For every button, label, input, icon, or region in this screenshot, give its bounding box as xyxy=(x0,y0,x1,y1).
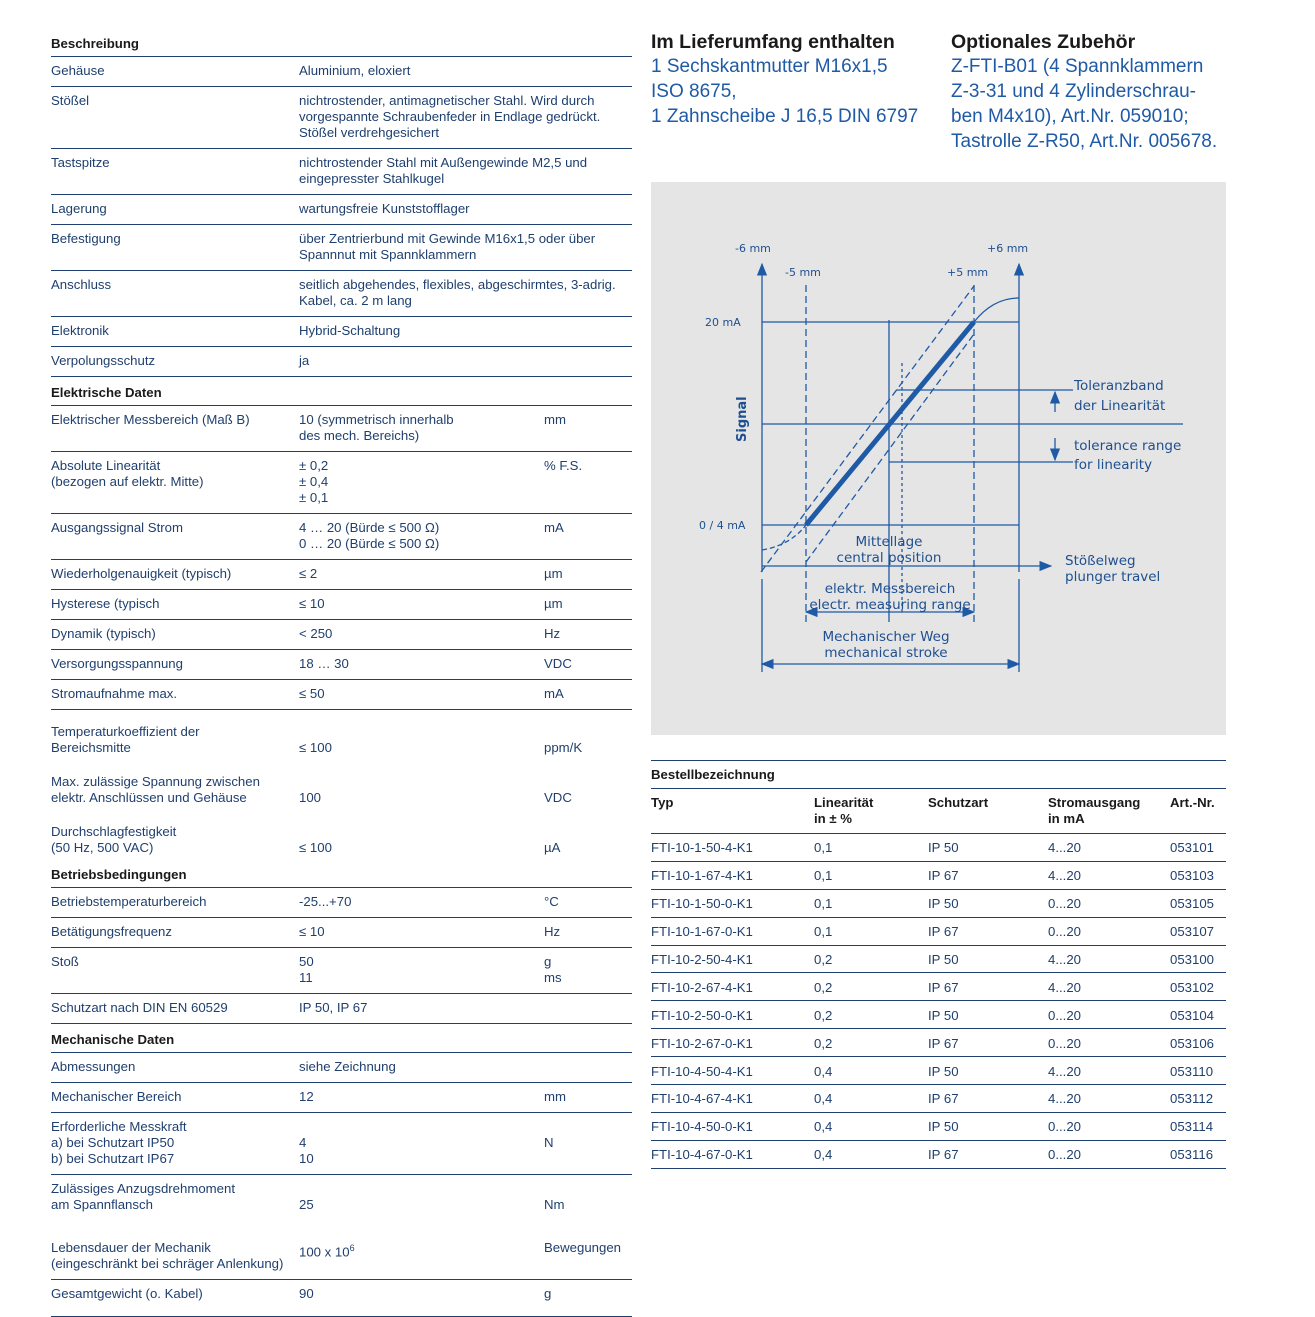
spec-label: Stromaufnahme max. xyxy=(51,686,178,701)
order-header: Typ xyxy=(651,795,674,810)
label-tol-de-1: Toleranzband xyxy=(1074,378,1164,394)
order-linearity: 0,1 xyxy=(814,924,833,940)
table-row xyxy=(651,862,1226,890)
order-linearity: 0,1 xyxy=(814,896,833,912)
spec-label: Lebensdauer der Mechanik (eingeschränkt bei schräger Anlenkung) xyxy=(51,1240,284,1271)
order-protection: IP 67 xyxy=(928,868,959,884)
order-table xyxy=(651,760,1226,1169)
order-current: 4...20 xyxy=(1048,1063,1081,1079)
order-linearity: 0,1 xyxy=(814,840,833,856)
accessories-line: Tastrolle Z-R50, Art.Nr. 005678. xyxy=(951,131,1218,152)
spec-value: 12 xyxy=(299,1089,314,1104)
spec-unit: mA xyxy=(544,686,564,701)
spec-label: Zulässiges Anzugsdrehmoment am Spannflansch xyxy=(51,1181,235,1212)
spec-label: Betriebstemperaturbereich xyxy=(51,894,207,909)
order-linearity: 0,2 xyxy=(814,1007,833,1023)
spec-value: Aluminium, eloxiert xyxy=(299,63,411,78)
spec-label: Erforderliche Messkraft a) bei Schutzart IP50 b) bei Schutzart IP67 xyxy=(51,1119,187,1166)
spec-unit: Nm xyxy=(544,1197,565,1212)
spec-unit: mA xyxy=(544,520,564,535)
spec-value: seitlich abgehendes, flexibles, abgeschirmtes, 3-adrig. Kabel, ca. 2 m lang xyxy=(299,277,616,308)
spec-value: 90 xyxy=(299,1286,314,1301)
spec-value: ≤ 2 xyxy=(299,566,318,581)
table-row xyxy=(651,973,1226,1001)
spec-label: Schutzart nach DIN EN 60529 xyxy=(51,1000,228,1015)
order-protection: IP 50 xyxy=(928,1119,959,1135)
label-signal: Signal xyxy=(735,396,750,442)
spec-unit: VDC xyxy=(544,656,572,671)
order-current: 0...20 xyxy=(1048,896,1081,912)
spec-unit: g xyxy=(544,1286,552,1301)
order-article: 053114 xyxy=(1170,1119,1214,1135)
section-title: Beschreibung xyxy=(51,36,139,51)
order-header: Linearität in ± % xyxy=(814,795,874,826)
spec-value: ≤ 10 xyxy=(299,596,325,611)
spec-value: ≤ 50 xyxy=(299,686,325,701)
accessories-block xyxy=(951,30,1251,154)
label-x-de: Stößelweg xyxy=(1065,553,1136,569)
order-type: FTI-10-1-50-4-K1 xyxy=(651,840,753,856)
order-article: 053116 xyxy=(1170,1147,1214,1163)
order-article: 053101 xyxy=(1170,840,1215,856)
order-type: FTI-10-4-50-4-K1 xyxy=(651,1063,753,1079)
accessories-line: Z-FTI-B01 (4 Spannklammern xyxy=(951,56,1204,77)
section-elektrisch xyxy=(51,376,632,406)
order-header: Stromausgang in mA xyxy=(1048,795,1141,826)
table-row xyxy=(651,946,1226,974)
order-article: 053105 xyxy=(1170,896,1215,912)
table-row xyxy=(651,1029,1226,1057)
label-mid-en: central position xyxy=(836,550,942,566)
scope-line: 1 Sechskantmutter M16x1,5 xyxy=(651,56,888,77)
table-row xyxy=(651,1113,1226,1141)
spec-label: Befestigung xyxy=(51,231,121,246)
spec-unit: N xyxy=(544,1135,554,1150)
spec-value: ≤ 100 xyxy=(299,740,332,755)
section-title: Betriebsbedingungen xyxy=(51,867,187,882)
tol-band-lower xyxy=(806,334,974,562)
label-4ma: 0 / 4 mA xyxy=(699,519,746,532)
order-type: FTI-10-2-50-0-K1 xyxy=(651,1007,753,1023)
spec-label: Stoß xyxy=(51,954,79,969)
spec-table xyxy=(51,28,632,1317)
spec-value: 100 xyxy=(299,790,322,805)
spec-label: Temperaturkoeffizient der Bereichsmitte xyxy=(51,724,200,755)
spec-label: Elektronik xyxy=(51,323,109,338)
order-protection: IP 67 xyxy=(928,979,959,995)
order-article: 053103 xyxy=(1170,868,1215,884)
order-linearity: 0,4 xyxy=(814,1063,833,1079)
label-plus6: +6 mm xyxy=(987,242,1029,255)
label-tol-de-2: der Linearität xyxy=(1074,398,1166,414)
order-article: 053102 xyxy=(1170,979,1215,995)
spec-value: 25 xyxy=(299,1197,314,1212)
spec-unit: g ms xyxy=(544,954,562,985)
order-protection: IP 50 xyxy=(928,1007,959,1023)
order-current: 0...20 xyxy=(1048,1035,1081,1051)
spec-label: Gesamtgewicht (o. Kabel) xyxy=(51,1286,203,1301)
spec-value: nichtrostender Stahl mit Außengewinde M2,5 und eingepresster Stahlkugel xyxy=(299,155,588,186)
spec-label: Dynamik (typisch) xyxy=(51,626,156,641)
order-type: FTI-10-4-50-0-K1 xyxy=(651,1119,753,1135)
order-protection: IP 50 xyxy=(928,1063,959,1079)
spec-label: Ausgangssignal Strom xyxy=(51,520,183,535)
table-row xyxy=(651,1057,1226,1085)
order-type: FTI-10-2-67-4-K1 xyxy=(651,979,753,995)
order-protection: IP 67 xyxy=(928,924,959,940)
order-current: 4...20 xyxy=(1048,1091,1081,1107)
spec-unit: % F.S. xyxy=(544,458,583,473)
spec-label: Gehäuse xyxy=(51,63,105,78)
table-row xyxy=(651,1085,1226,1113)
section-title: Elektrische Daten xyxy=(51,385,162,400)
spec-label: Versorgungsspannung xyxy=(51,656,183,671)
spec-value: -25...+70 xyxy=(299,894,352,909)
table-row xyxy=(651,1001,1226,1029)
spec-value: über Zentrierbund mit Gewinde M16x1,5 oder über Spannnut mit Spannklammern xyxy=(299,231,596,262)
order-linearity: 0,2 xyxy=(814,952,833,967)
spec-unit: Bewegungen xyxy=(544,1240,621,1255)
scope-line: ISO 8675, xyxy=(651,81,737,102)
scope-block xyxy=(651,30,941,129)
spec-value: 4 10 xyxy=(299,1135,314,1166)
order-current: 0...20 xyxy=(1048,1147,1081,1163)
order-current: 0...20 xyxy=(1048,1007,1081,1023)
spec-value: 10 (symmetrisch innerhalb des mech. Bereichs) xyxy=(299,412,454,443)
spec-value: siehe Zeichnung xyxy=(299,1059,396,1074)
label-plus5: +5 mm xyxy=(947,266,989,279)
order-type: FTI-10-2-67-0-K1 xyxy=(651,1035,753,1051)
accessories-line: Z-3-31 und 4 Zylinderschrau- xyxy=(951,81,1196,102)
section-beschreibung xyxy=(51,28,632,57)
spec-label: Elektrischer Messbereich (Maß B) xyxy=(51,412,250,427)
order-type: FTI-10-4-67-0-K1 xyxy=(651,1147,753,1163)
scope-title: Im Lieferumfang enthalten xyxy=(651,31,895,53)
spec-label: Lagerung xyxy=(51,201,107,216)
spec-value: nichtrostender, antimagnetischer Stahl. Wird durch vorgespannte Schraubenfeder in Endlage gedrückt. Stößel verdrehgesichert xyxy=(299,93,601,140)
order-protection: IP 50 xyxy=(928,952,959,967)
spec-value: < 250 xyxy=(299,626,333,641)
spec-value: 4 … 20 (Bürde ≤ 500 Ω) 0 … 20 (Bürde ≤ 500 Ω) xyxy=(299,520,440,551)
lifetime-exponent: 6 xyxy=(349,1243,355,1253)
order-article: 053100 xyxy=(1170,952,1215,967)
order-linearity: 0,2 xyxy=(814,1035,833,1051)
label-20ma: 20 mA xyxy=(705,316,741,329)
spec-label: Verpolungsschutz xyxy=(51,353,156,368)
spec-value: ± 0,2 ± 0,4 ± 0,1 xyxy=(299,458,329,505)
spec-label: Tastspitze xyxy=(51,155,110,170)
label-stroke-en: mechanical stroke xyxy=(824,645,948,661)
spec-label: Wiederholgenauigkeit (typisch) xyxy=(51,566,232,581)
order-protection: IP 67 xyxy=(928,1091,959,1107)
section-betrieb xyxy=(51,863,632,888)
spec-label: Hysterese (typisch xyxy=(51,596,160,611)
label-range-en: electr. measuring range xyxy=(809,597,971,613)
section-mechanisch xyxy=(51,1024,632,1053)
spec-value xyxy=(299,1240,544,1272)
label-mid-de: Mittellage xyxy=(855,534,923,550)
spec-unit: ppm/K xyxy=(544,740,583,755)
order-linearity: 0,2 xyxy=(814,979,833,995)
order-current: 4...20 xyxy=(1048,952,1081,967)
spec-label: Abmessungen xyxy=(51,1059,136,1074)
table-row xyxy=(651,890,1226,918)
label-tol-en-1: tolerance range xyxy=(1074,438,1182,454)
order-header-row xyxy=(651,789,1226,834)
label-x-en: plunger travel xyxy=(1065,569,1161,585)
order-current: 0...20 xyxy=(1048,1119,1081,1135)
order-header: Schutzart xyxy=(928,795,989,810)
label-minus6: -6 mm xyxy=(735,242,771,255)
spec-value: ≤ 100 xyxy=(299,840,332,855)
spec-value: 18 … 30 xyxy=(299,656,349,671)
spec-value: 50 11 xyxy=(299,954,314,985)
spec-unit xyxy=(544,1059,632,1075)
order-type: FTI-10-1-67-4-K1 xyxy=(651,868,753,884)
spec-unit: µA xyxy=(544,840,561,855)
order-current: 4...20 xyxy=(1048,979,1081,995)
order-type: FTI-10-1-50-0-K1 xyxy=(651,896,753,912)
order-protection: IP 50 xyxy=(928,840,959,856)
order-header: Art.-Nr. xyxy=(1170,795,1215,810)
table-row xyxy=(651,834,1226,862)
order-protection: IP 67 xyxy=(928,1035,959,1051)
order-article: 053107 xyxy=(1170,924,1215,940)
label-range-de: elektr. Messbereich xyxy=(824,581,956,597)
order-current: 4...20 xyxy=(1048,840,1081,856)
label-minus5: -5 mm xyxy=(785,266,821,279)
order-type: FTI-10-1-67-0-K1 xyxy=(651,924,753,940)
order-type: FTI-10-2-50-4-K1 xyxy=(651,952,753,967)
spec-label: Anschluss xyxy=(51,277,112,292)
order-linearity: 0,4 xyxy=(814,1147,833,1163)
order-article: 053106 xyxy=(1170,1035,1215,1051)
spec-label: Mechanischer Bereich xyxy=(51,1089,182,1104)
spec-unit: µm xyxy=(544,566,563,581)
order-linearity: 0,4 xyxy=(814,1119,833,1135)
diagram-svg xyxy=(651,182,1226,735)
label-stroke-de: Mechanischer Weg xyxy=(822,629,950,645)
spec-value: IP 50, IP 67 xyxy=(299,1000,368,1015)
order-linearity: 0,1 xyxy=(814,868,833,884)
spec-label: Stößel xyxy=(51,93,90,108)
order-current: 0...20 xyxy=(1048,924,1081,940)
order-linearity: 0,4 xyxy=(814,1091,833,1107)
spec-value: ja xyxy=(299,353,310,368)
spec-unit: µm xyxy=(544,596,563,611)
spec-unit: °C xyxy=(544,894,559,909)
order-current: 4...20 xyxy=(1048,868,1081,884)
spec-label: Absolute Linearität (bezogen auf elektr. Mitte) xyxy=(51,458,204,489)
order-protection: IP 67 xyxy=(928,1147,959,1163)
spec-unit: Hz xyxy=(544,924,561,939)
curve-end xyxy=(974,298,1019,322)
section-title: Mechanische Daten xyxy=(51,1032,175,1047)
spec-value: Hybrid-Schaltung xyxy=(299,323,401,338)
spec-unit: Hz xyxy=(544,626,561,641)
table-row xyxy=(651,918,1226,946)
accessories-title: Optionales Zubehör xyxy=(951,31,1136,53)
spec-label: Betätigungsfrequenz xyxy=(51,924,172,939)
table-row xyxy=(651,1141,1226,1169)
spec-unit: VDC xyxy=(544,790,572,805)
order-article: 053112 xyxy=(1170,1091,1214,1107)
spec-label: Durchschlagfestigkeit (50 Hz, 500 VAC) xyxy=(51,824,177,855)
label-tol-en-2: for linearity xyxy=(1074,457,1153,473)
spec-unit xyxy=(544,1000,632,1016)
linearity-diagram xyxy=(651,182,1226,735)
spec-value: wartungsfreie Kunststofflager xyxy=(299,201,470,216)
accessories-line: ben M4x10), Art.Nr. 059010; xyxy=(951,106,1189,127)
curve-start xyxy=(762,525,806,550)
lifetime-base: 100 x 10 xyxy=(299,1244,350,1260)
spec-unit: mm xyxy=(544,1089,566,1104)
scope-line: 1 Zahnscheibe J 16,5 DIN 6797 xyxy=(651,106,919,127)
order-article: 053104 xyxy=(1170,1007,1215,1023)
spec-value: ≤ 10 xyxy=(299,924,325,939)
order-protection: IP 50 xyxy=(928,896,959,912)
spec-unit: mm xyxy=(544,412,566,427)
spec-label: Max. zulässige Spannung zwischen elektr. Anschlüssen und Gehäuse xyxy=(51,774,260,805)
order-article: 053110 xyxy=(1170,1063,1214,1079)
tol-band-upper xyxy=(761,286,974,572)
order-type: FTI-10-4-67-4-K1 xyxy=(651,1091,753,1107)
order-title: Bestellbezeichnung xyxy=(651,760,1226,789)
